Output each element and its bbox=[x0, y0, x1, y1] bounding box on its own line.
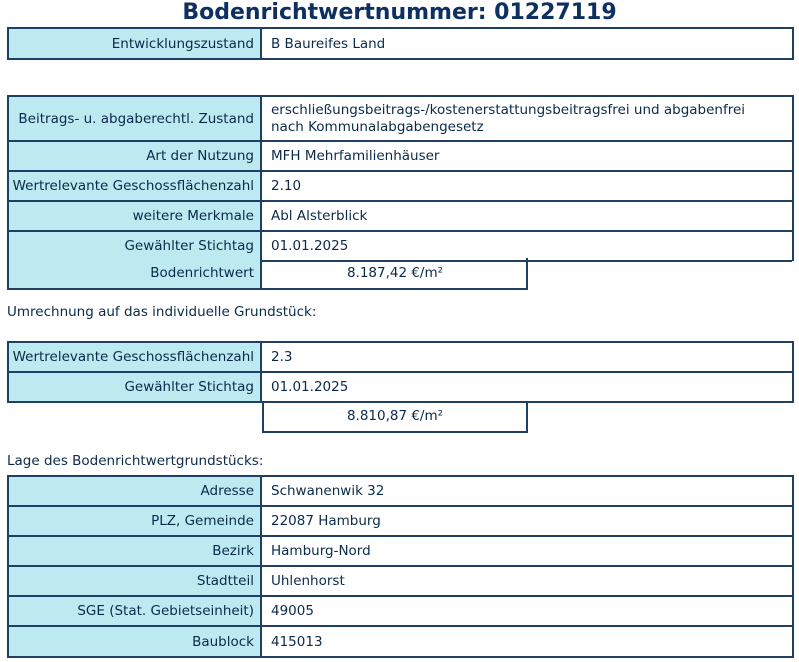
table-row bbox=[9, 258, 526, 288]
row-value: Uhlenhorst bbox=[271, 573, 345, 589]
row-label: PLZ, Gemeinde bbox=[9, 507, 262, 535]
conversion-caption: Umrechnung auf das individuelle Grundstück: bbox=[7, 304, 317, 320]
table-row bbox=[9, 172, 792, 200]
row-value: Schwanenwik 32 bbox=[271, 483, 385, 499]
row-value: 2.3 bbox=[271, 349, 293, 365]
table-row bbox=[9, 97, 792, 140]
land-value-row bbox=[7, 258, 528, 290]
row-value bbox=[264, 97, 792, 140]
table-row bbox=[9, 537, 792, 565]
table-row bbox=[9, 477, 792, 505]
row-label: Entwicklungszustand bbox=[9, 29, 262, 58]
row-label: Gewählter Stichtag bbox=[9, 373, 262, 401]
row-value: 01.01.2025 bbox=[271, 379, 349, 395]
land-value-text: 8.187,42 €/m² bbox=[346, 265, 444, 281]
row-value: 415013 bbox=[271, 633, 323, 650]
row-value: 22087 Hamburg bbox=[271, 513, 381, 529]
table-row bbox=[9, 142, 792, 170]
row-value: 49005 bbox=[271, 603, 314, 619]
converted-value-text: 8.810,87 €/m² bbox=[346, 408, 444, 424]
converted-value bbox=[262, 401, 528, 433]
page-title: Bodenrichtwertnummer: 01227119 bbox=[182, 0, 617, 25]
table-row bbox=[9, 343, 792, 371]
development-status-table bbox=[7, 27, 794, 60]
land-value-table bbox=[7, 95, 794, 261]
table-row bbox=[9, 597, 792, 625]
land-value bbox=[264, 258, 526, 288]
row-label: Gewählter Stichtag bbox=[9, 232, 262, 260]
row-label: Wertrelevante Geschossflächenzahl bbox=[9, 343, 262, 371]
row-value: MFH Mehrfamilienhäuser bbox=[271, 148, 440, 164]
row-value: 2.10 bbox=[271, 178, 302, 194]
row-label: Bezirk bbox=[9, 537, 262, 565]
row-value-line: erschließungsbeitrags-/kostenerstattungsbeitragsfrei und abgabenfrei bbox=[271, 101, 746, 118]
row-value: Hamburg-Nord bbox=[271, 543, 371, 559]
location-table bbox=[7, 475, 794, 658]
table-row bbox=[9, 232, 792, 260]
row-value: 01.01.2025 bbox=[271, 238, 349, 254]
table-row bbox=[9, 627, 792, 656]
table-row bbox=[9, 507, 792, 535]
conversion-table bbox=[7, 341, 794, 403]
row-label: Baublock bbox=[9, 627, 262, 656]
row-label: weitere Merkmale bbox=[9, 202, 262, 230]
row-label: Stadtteil bbox=[9, 567, 262, 595]
row-value: Abl Alsterblick bbox=[271, 208, 368, 224]
table-row bbox=[9, 202, 792, 230]
row-label: Art der Nutzung bbox=[9, 142, 262, 170]
location-caption: Lage des Bodenrichtwertgrundstücks: bbox=[7, 453, 264, 469]
row-label: Wertrelevante Geschossflächenzahl bbox=[9, 172, 262, 200]
table-row bbox=[9, 373, 792, 401]
row-label: Bodenrichtwert bbox=[9, 258, 262, 288]
table-row bbox=[9, 567, 792, 595]
table-row bbox=[9, 29, 792, 58]
row-value-line: nach Kommunalabgabengesetz bbox=[271, 118, 484, 135]
row-label: Adresse bbox=[9, 477, 262, 505]
row-label: SGE (Stat. Gebietseinheit) bbox=[9, 597, 262, 625]
row-value: B Baureifes Land bbox=[271, 35, 386, 52]
row-label: Beitrags- u. abgaberechtl. Zustand bbox=[9, 97, 262, 140]
